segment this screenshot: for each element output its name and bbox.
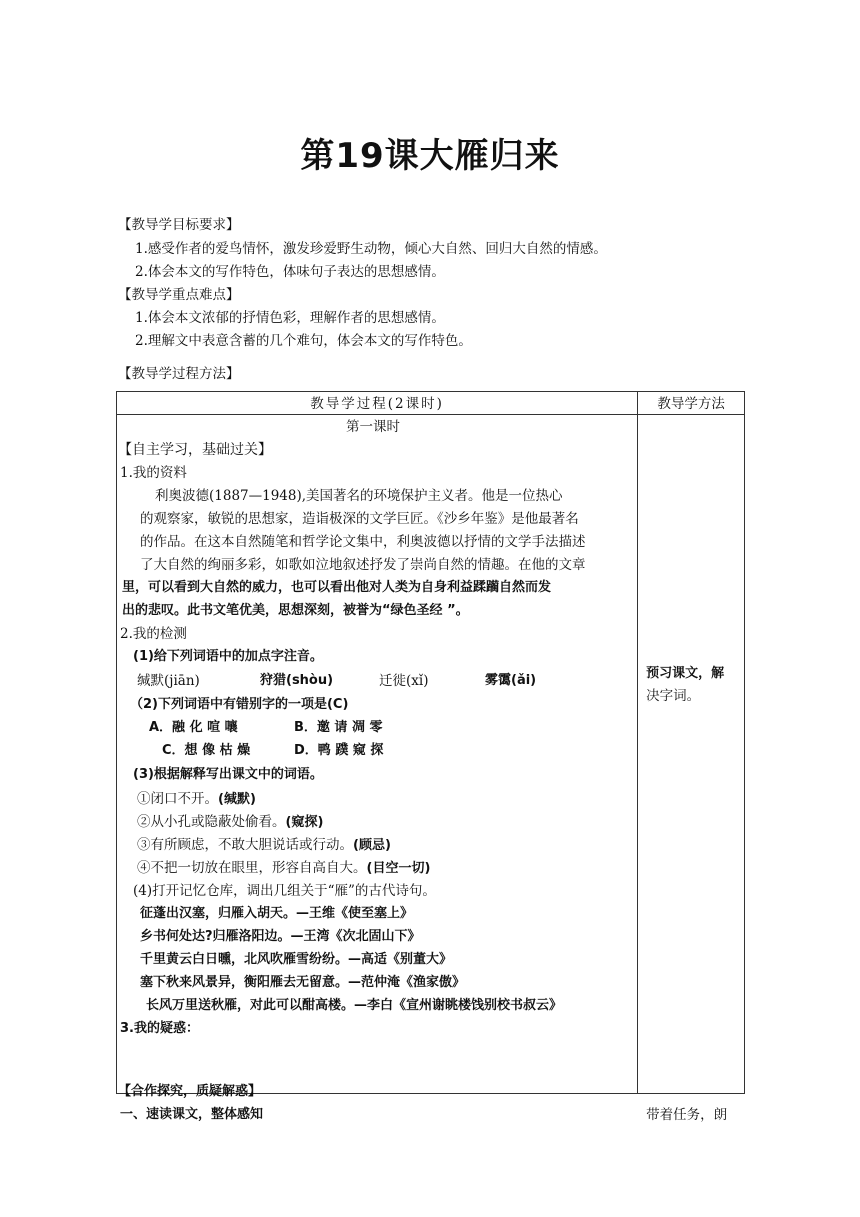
process-cell bbox=[117, 415, 638, 1122]
question-1: (1)给下列词语中的加点字注音。 bbox=[133, 649, 323, 664]
method-cell bbox=[638, 415, 745, 1123]
poem-line: 征蓬出汉塞，归雁入胡天。—王维《使至塞上》 bbox=[140, 906, 414, 921]
key-points-heading: 【教导学重点难点】 bbox=[118, 287, 240, 303]
poem-line: 千里黄云白日曛，北风吹雁雪纷纷。—高适《别董大》 bbox=[140, 952, 453, 967]
q3-item bbox=[137, 836, 391, 855]
info-line: 的作品。在这本自然随笔和哲学论文集中，利奥波德以抒情的文学手法描述 bbox=[140, 534, 586, 550]
q3-answer: (目空一切) bbox=[366, 861, 431, 876]
q2-option: D．鸭 蹼 窥 探 bbox=[294, 743, 384, 758]
goal-item: 1.感受作者的爱鸟情怀，激发珍爱野生动物，倾心大自然、回归大自然的情感。 bbox=[135, 241, 607, 257]
info-bold-line: 出的悲叹。此书文笔优美，思想深刻，被誉为“绿色圣经 ”。 bbox=[122, 603, 469, 618]
poem-line: 塞下秋来风景异，衡阳雁去无留意。—范仲淹《渔家傲》 bbox=[140, 975, 466, 990]
q3-definition: ②从小孔或隐蔽处偷看。 bbox=[137, 814, 286, 830]
self-study-heading: 【自主学习，基础过关】 bbox=[118, 442, 272, 458]
lesson-table bbox=[116, 391, 745, 1123]
question-2: （2)下列词语中有错别字的一项是(C) bbox=[130, 697, 349, 712]
my-info-heading: 1.我的资料 bbox=[120, 465, 187, 481]
q1-word: 迁徙(xǐ) bbox=[379, 673, 429, 689]
poem-line: 乡书何处达?归雁洛阳边。—王湾《次北固山下》 bbox=[140, 929, 421, 944]
q3-item bbox=[137, 813, 323, 832]
question-4: (4)打开记忆仓库，调出几组关于“雁”的古代诗句。 bbox=[133, 883, 436, 899]
q3-item bbox=[137, 790, 256, 809]
method-note: 决字词。 bbox=[646, 688, 701, 704]
question-3: (3)根据解释写出课文中的词语。 bbox=[133, 767, 323, 782]
info-bold-line: 里，可以看到大自然的威力，也可以看出他对人类为自身利益蹂躏自然而发 bbox=[122, 580, 552, 595]
goals-heading: 【教导学目标要求】 bbox=[118, 217, 240, 233]
key-point-item: 2.理解文中表意含蓄的几个难句，体会本文的写作特色。 bbox=[135, 333, 472, 349]
q3-item bbox=[137, 859, 430, 878]
part-one-heading: 一、速读课文，整体感知 bbox=[120, 1107, 264, 1122]
q3-definition: ④不把一切放在眼里，形容自高自大。 bbox=[137, 860, 367, 876]
page-title: 第19课大雁归来 bbox=[300, 136, 560, 176]
goal-item: 2.体会本文的写作特色，体味句子表达的思想感情。 bbox=[135, 264, 445, 280]
q3-definition: ③有所顾虑，不敢大胆说话或行动。 bbox=[137, 837, 353, 853]
q3-answer: (顾忌) bbox=[353, 838, 391, 853]
info-line: 的观察家，敏锐的思想家，造诣极深的文学巨匠。《沙乡年鉴》是他最著名 bbox=[140, 511, 579, 527]
q3-answer: (窥探) bbox=[285, 815, 324, 830]
process-heading: 【教导学过程方法】 bbox=[118, 366, 240, 382]
poem-line: 长风万里送秋雁，对此可以酣高楼。—李白《宣州谢眺楼饯别校书叔云》 bbox=[146, 998, 563, 1013]
doubts-heading: 3.我的疑惑： bbox=[120, 1021, 199, 1036]
q2-option: B．邀 请 凋 零 bbox=[294, 720, 383, 735]
header-process: 教导学过程(2课时) bbox=[117, 392, 638, 415]
q2-option: A．融 化 喧 嚷 bbox=[149, 720, 238, 735]
key-point-item: 1.体会本文浓郁的抒情色彩，理解作者的思想感情。 bbox=[135, 310, 445, 326]
method-note-bold: 预习课文，解 bbox=[646, 666, 725, 681]
q1-word: 雾霭(ǎi) bbox=[485, 673, 537, 688]
q2-option: C．想 像 枯 燥 bbox=[162, 743, 251, 758]
header-method: 教导学方法 bbox=[638, 392, 745, 415]
coop-heading: 【合作探究，质疑解惑】 bbox=[118, 1084, 262, 1099]
info-line: 利奥波德(1887—1948),美国著名的环境保护主义者。他是一位热心 bbox=[155, 488, 563, 504]
q1-word: 缄默(jiān) bbox=[137, 673, 200, 689]
check-heading: 2.我的检测 bbox=[120, 626, 187, 642]
info-line: 了大自然的绚丽多彩，如歌如泣地叙述抒发了崇尚自然的情趣。在他的文章 bbox=[140, 557, 586, 573]
lesson-label: 第一课时 bbox=[346, 419, 400, 435]
q1-word: 狩猎(shòu) bbox=[260, 673, 334, 688]
method-note: 带着任务，朗 bbox=[646, 1107, 728, 1123]
q3-definition: ①闭口不开。 bbox=[137, 791, 218, 807]
q3-answer: (缄默) bbox=[218, 792, 256, 807]
